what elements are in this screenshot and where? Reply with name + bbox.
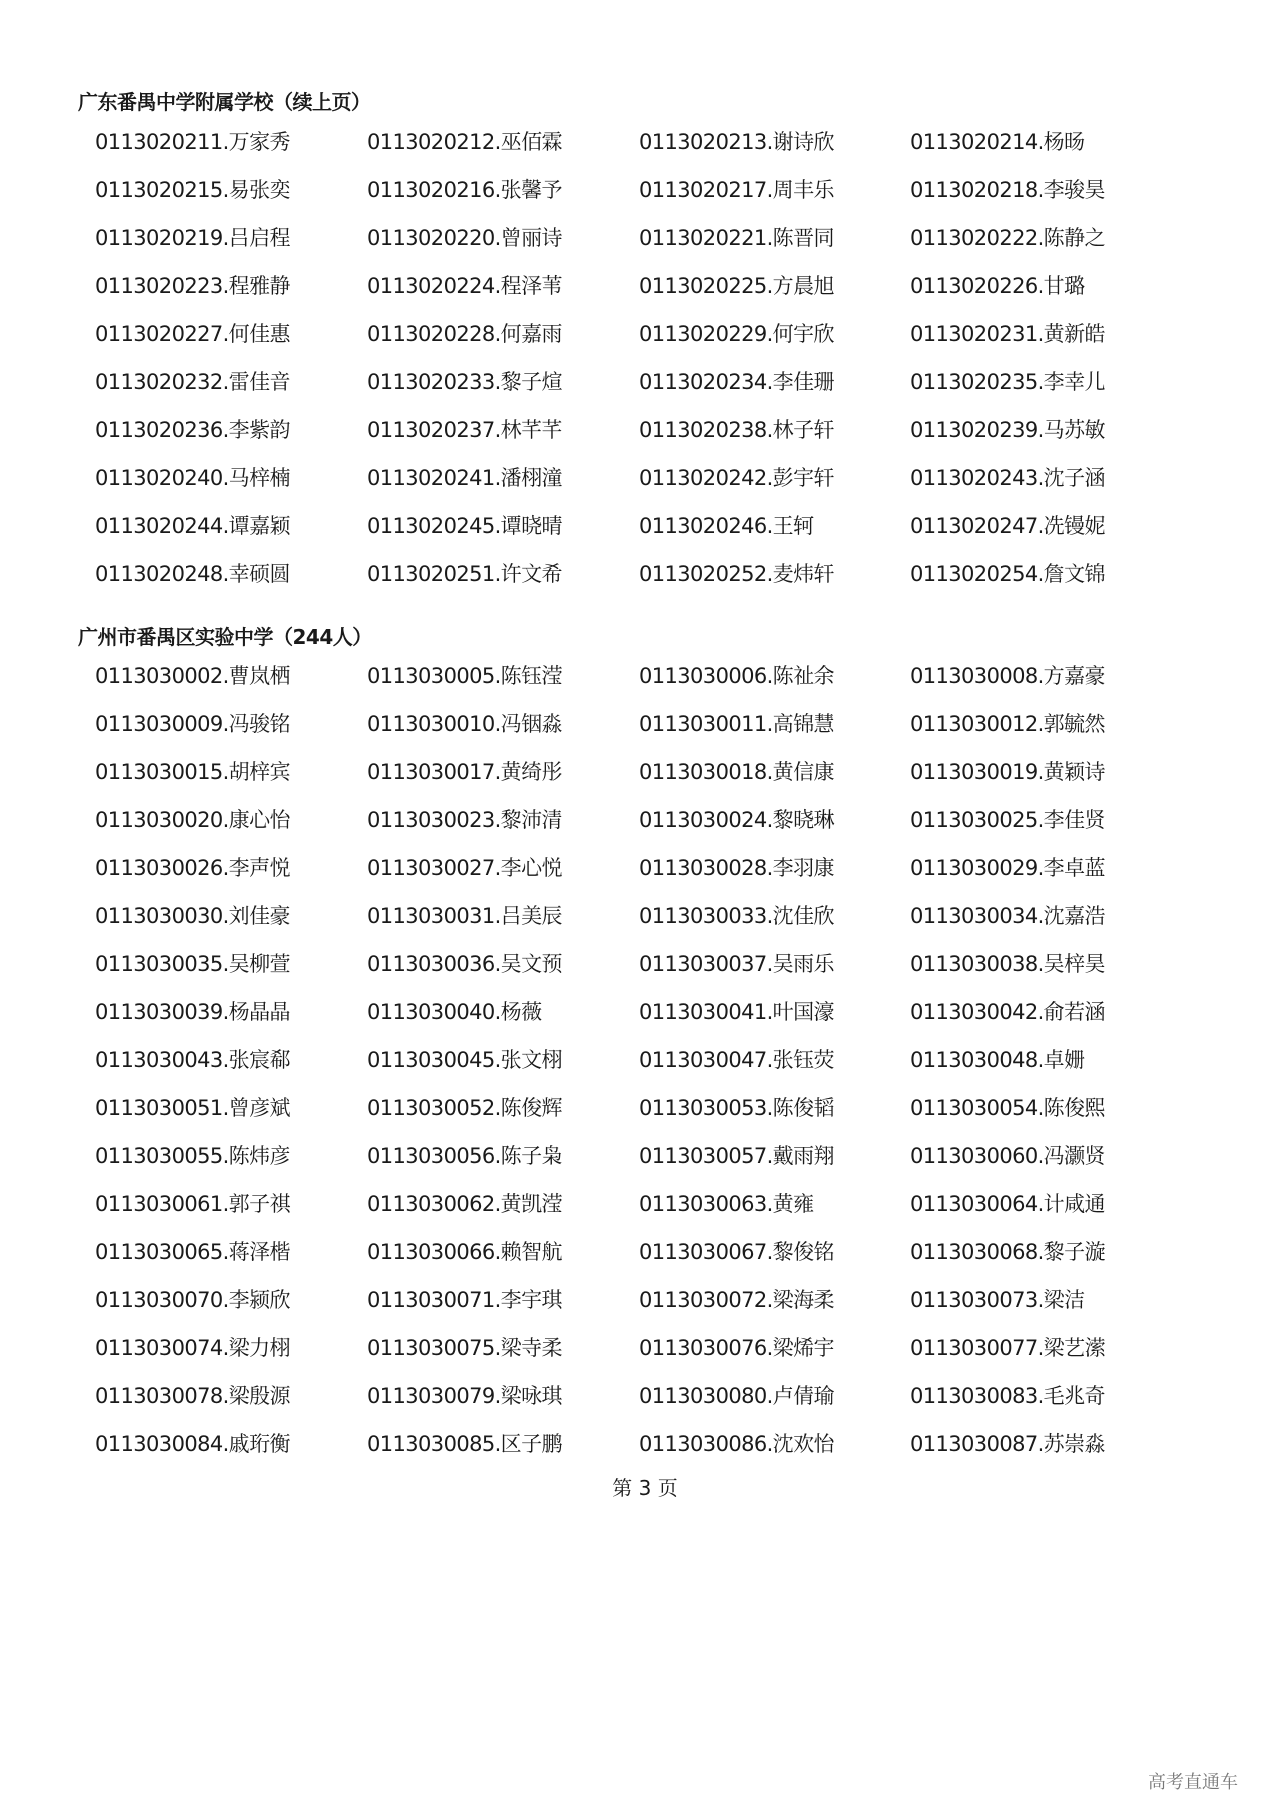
- page-number: 第 3 页: [612, 1476, 678, 1500]
- student-entry: 0113030054.陈俊熙: [910, 1096, 1105, 1120]
- student-entry: 0113020212.巫佰霖: [367, 130, 562, 154]
- student-entry: 0113030078.梁殷源: [95, 1384, 290, 1408]
- student-entry: 0113030041.叶国濠: [639, 1000, 834, 1024]
- student-entry: 0113030029.李卓蓝: [910, 856, 1105, 880]
- student-entry: 0113020241.潘栩潼: [367, 466, 562, 490]
- student-entry: 0113030031.吕美辰: [367, 904, 562, 928]
- student-entry: 0113030039.杨晶晶: [95, 1000, 290, 1024]
- student-entry: 0113030011.高锦慧: [639, 712, 834, 736]
- student-entry: 0113030002.曹岚栖: [95, 664, 290, 688]
- student-entry: 0113030077.梁艺潆: [910, 1336, 1105, 1360]
- student-entry: 0113030065.蒋泽楷: [95, 1240, 290, 1264]
- student-entry: 0113020227.何佳惠: [95, 322, 290, 346]
- student-entry: 0113030067.黎俊铭: [639, 1240, 834, 1264]
- student-entry: 0113020236.李紫韵: [95, 418, 290, 442]
- student-entry: 0113020243.沈子涵: [910, 466, 1105, 490]
- student-entry: 0113020214.杨旸: [910, 130, 1085, 154]
- student-entry: 0113030024.黎晓琳: [639, 808, 834, 832]
- student-entry: 0113030048.卓姗: [910, 1048, 1085, 1072]
- student-entry: 0113030060.冯灏贤: [910, 1144, 1105, 1168]
- student-entry: 0113020218.李骏昊: [910, 178, 1105, 202]
- student-entry: 0113030051.曾彦斌: [95, 1096, 290, 1120]
- student-list: [95, 662, 1182, 1478]
- student-entry: 0113020221.陈晋同: [639, 226, 834, 250]
- student-entry: 0113030076.梁烯宇: [639, 1336, 834, 1360]
- student-entry: 0113020235.李幸儿: [910, 370, 1105, 394]
- student-entry: 0113020213.谢诗欣: [639, 130, 834, 154]
- student-entry: 0113020217.周丰乐: [639, 178, 834, 202]
- student-entry: 0113020226.甘璐: [910, 274, 1085, 298]
- student-entry: 0113030033.沈佳欣: [639, 904, 834, 928]
- student-entry: 0113030063.黄雍: [639, 1192, 814, 1216]
- student-entry: 0113030068.黎子漩: [910, 1240, 1105, 1264]
- section-heading: 广东番禺中学附属学校（续上页）: [78, 90, 371, 114]
- student-entry: 0113030036.吴文预: [367, 952, 562, 976]
- student-entry: 0113020211.万家秀: [95, 130, 290, 154]
- student-entry: 0113030074.梁力栩: [95, 1336, 290, 1360]
- student-entry: 0113020237.林芊芊: [367, 418, 562, 442]
- student-entry: 0113030070.李颍欣: [95, 1288, 290, 1312]
- student-entry: 0113030084.戚珩衡: [95, 1432, 290, 1456]
- student-entry: 0113030030.刘佳豪: [95, 904, 290, 928]
- student-entry: 0113030085.区子鹏: [367, 1432, 562, 1456]
- student-entry: 0113030025.李佳贤: [910, 808, 1105, 832]
- student-entry: 0113030062.黄凯滢: [367, 1192, 562, 1216]
- student-entry: 0113030043.张宸郗: [95, 1048, 290, 1072]
- student-entry: 0113030057.戴雨翔: [639, 1144, 834, 1168]
- student-entry: 0113030071.李宇琪: [367, 1288, 562, 1312]
- student-entry: 0113030056.陈子枭: [367, 1144, 562, 1168]
- student-entry: 0113030015.胡梓宾: [95, 760, 290, 784]
- student-entry: 0113030055.陈炜彦: [95, 1144, 290, 1168]
- student-entry: 0113020225.方晨旭: [639, 274, 834, 298]
- student-entry: 0113030047.张钰荧: [639, 1048, 834, 1072]
- student-entry: 0113020247.冼镘妮: [910, 514, 1105, 538]
- student-entry: 0113030045.张文栩: [367, 1048, 562, 1072]
- student-entry: 0113030064.计咸通: [910, 1192, 1105, 1216]
- student-entry: 0113020224.程泽苇: [367, 274, 562, 298]
- student-entry: 0113020242.彭宇轩: [639, 466, 834, 490]
- student-entry: 0113030075.梁寺柔: [367, 1336, 562, 1360]
- student-entry: 0113030072.梁海柔: [639, 1288, 834, 1312]
- student-entry: 0113020239.马苏敏: [910, 418, 1105, 442]
- student-entry: 0113030052.陈俊辉: [367, 1096, 562, 1120]
- section-heading: 广州市番禺区实验中学（244人）: [78, 625, 372, 649]
- student-entry: 0113020228.何嘉雨: [367, 322, 562, 346]
- student-entry: 0113030086.沈欢怡: [639, 1432, 834, 1456]
- student-entry: 0113030037.吴雨乐: [639, 952, 834, 976]
- student-entry: 0113020252.麦炜轩: [639, 562, 834, 586]
- student-entry: 0113020232.雷佳音: [95, 370, 290, 394]
- student-entry: 0113030038.吴梓昊: [910, 952, 1105, 976]
- student-entry: 0113030006.陈祉余: [639, 664, 834, 688]
- student-entry: 0113020233.黎子煊: [367, 370, 562, 394]
- student-entry: 0113020223.程雅静: [95, 274, 290, 298]
- student-entry: 0113030066.赖智航: [367, 1240, 562, 1264]
- student-entry: 0113020220.曾丽诗: [367, 226, 562, 250]
- student-entry: 0113030010.冯铟淼: [367, 712, 562, 736]
- student-entry: 0113030020.康心怡: [95, 808, 290, 832]
- student-entry: 0113030034.沈嘉浩: [910, 904, 1105, 928]
- student-entry: 0113030012.郭毓然: [910, 712, 1105, 736]
- student-entry: 0113030079.梁咏琪: [367, 1384, 562, 1408]
- student-entry: 0113030073.梁洁: [910, 1288, 1085, 1312]
- student-entry: 0113030008.方嘉豪: [910, 664, 1105, 688]
- student-entry: 0113020222.陈静之: [910, 226, 1105, 250]
- student-list: [95, 128, 1182, 608]
- student-entry: 0113030040.杨薇: [367, 1000, 542, 1024]
- student-entry: 0113030026.李声悦: [95, 856, 290, 880]
- student-entry: 0113020248.幸硕圆: [95, 562, 290, 586]
- student-entry: 0113020216.张馨予: [367, 178, 562, 202]
- student-entry: 0113020251.许文希: [367, 562, 562, 586]
- student-entry: 0113020254.詹文锦: [910, 562, 1105, 586]
- student-entry: 0113030027.李心悦: [367, 856, 562, 880]
- student-entry: 0113030009.冯骏铭: [95, 712, 290, 736]
- student-entry: 0113020215.易张奕: [95, 178, 290, 202]
- student-entry: 0113020219.吕启程: [95, 226, 290, 250]
- student-entry: 0113020234.李佳珊: [639, 370, 834, 394]
- student-entry: 0113020238.林子轩: [639, 418, 834, 442]
- student-entry: 0113030023.黎沛清: [367, 808, 562, 832]
- student-entry: 0113030035.吴柳萱: [95, 952, 290, 976]
- watermark: 高考直通车: [1148, 1772, 1238, 1793]
- student-entry: 0113030018.黄信康: [639, 760, 834, 784]
- student-entry: 0113020240.马梓楠: [95, 466, 290, 490]
- student-entry: 0113030019.黄颖诗: [910, 760, 1105, 784]
- student-entry: 0113030083.毛兆奇: [910, 1384, 1105, 1408]
- student-entry: 0113030080.卢倩瑜: [639, 1384, 834, 1408]
- student-entry: 0113030053.陈俊韬: [639, 1096, 834, 1120]
- student-entry: 0113030042.俞若涵: [910, 1000, 1105, 1024]
- student-entry: 0113030017.黄绮彤: [367, 760, 562, 784]
- student-entry: 0113030061.郭子祺: [95, 1192, 290, 1216]
- student-entry: 0113020231.黄新皓: [910, 322, 1105, 346]
- student-entry: 0113030028.李羽康: [639, 856, 834, 880]
- student-entry: 0113020246.王轲: [639, 514, 814, 538]
- student-entry: 0113020244.谭嘉颖: [95, 514, 290, 538]
- student-entry: 0113020229.何宇欣: [639, 322, 834, 346]
- student-entry: 0113030005.陈钰滢: [367, 664, 562, 688]
- student-entry: 0113020245.谭晓晴: [367, 514, 562, 538]
- student-entry: 0113030087.苏崇淼: [910, 1432, 1105, 1456]
